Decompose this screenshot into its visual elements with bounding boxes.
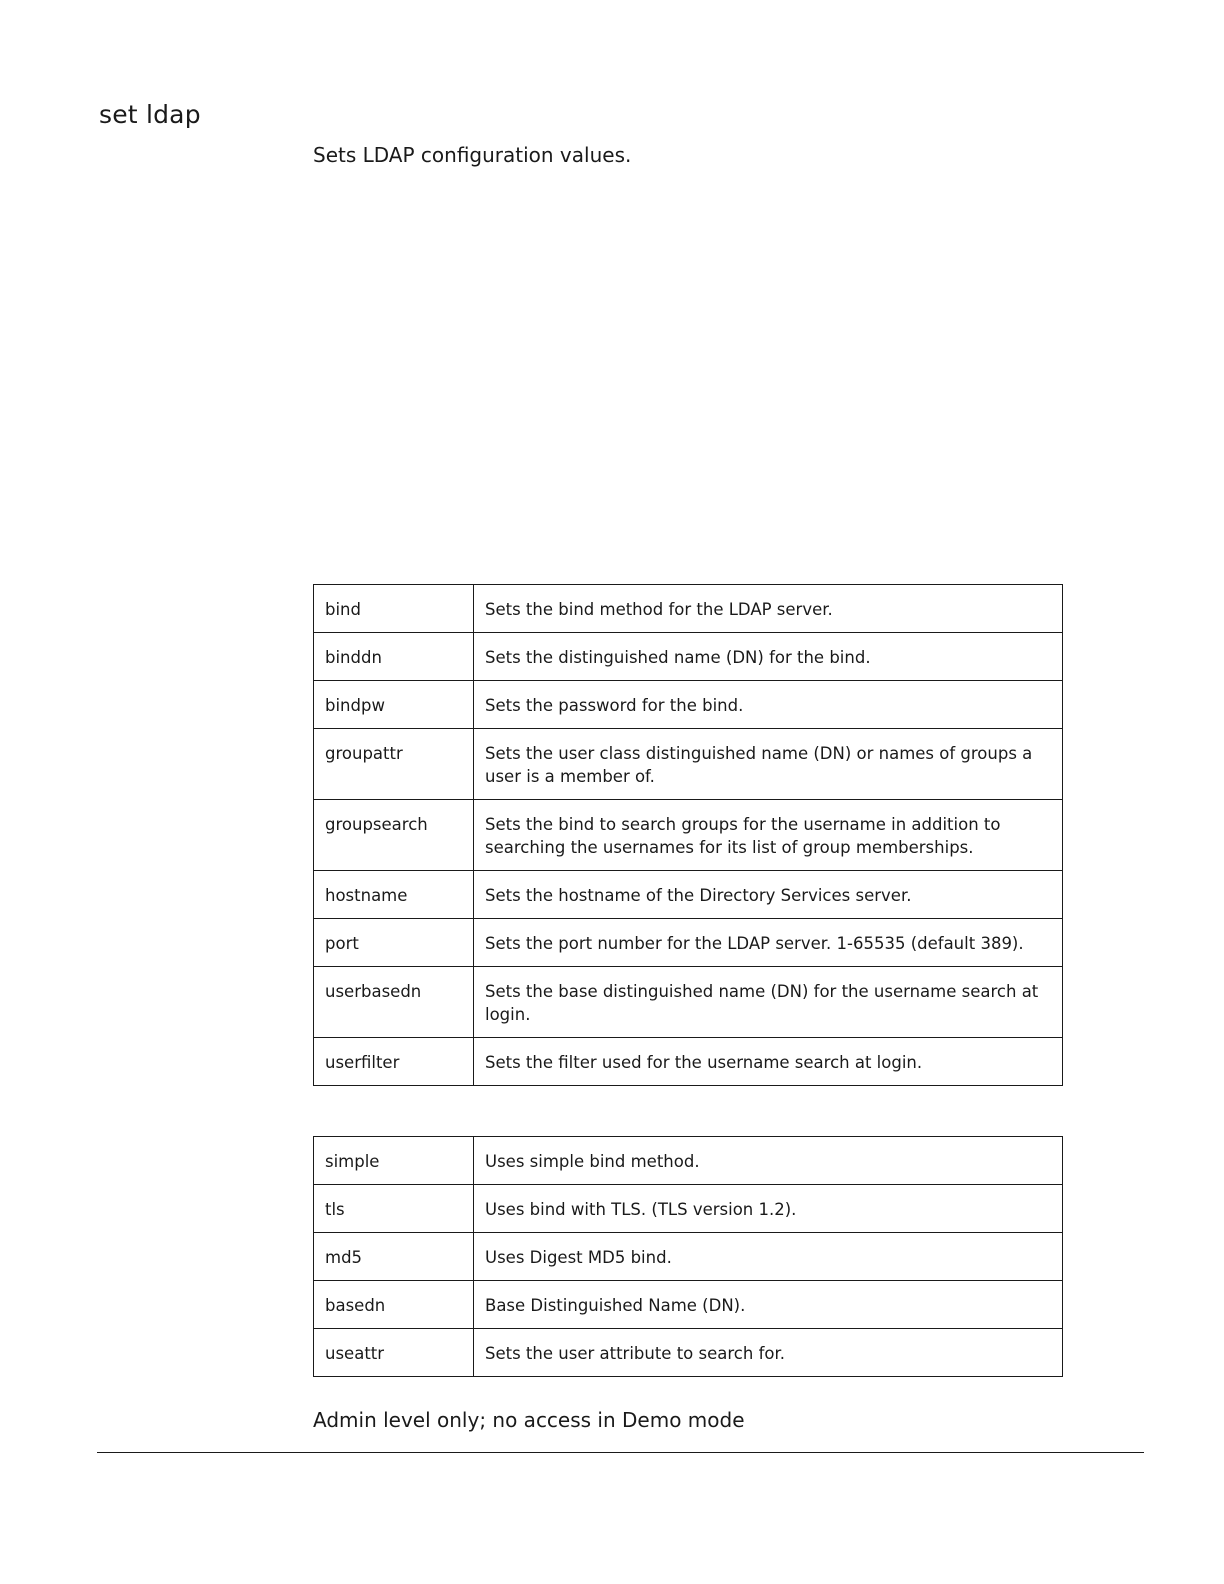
table-row <box>314 1038 1063 1086</box>
parameter-description: Sets the bind to search groups for the username in addition to searching the usernames for its list of group memberships. <box>474 800 1063 871</box>
parameter-description: Sets the hostname of the Directory Services server. <box>474 871 1063 919</box>
access-note: Admin level only; no access in Demo mode <box>313 1408 745 1432</box>
option-description: Base Distinguished Name (DN). <box>474 1281 1063 1329</box>
option-description: Uses bind with TLS. (TLS version 1.2). <box>474 1185 1063 1233</box>
parameter-description: Sets the user class distinguished name (DN) or names of groups a user is a member of. <box>474 729 1063 800</box>
option-description: Uses simple bind method. <box>474 1137 1063 1185</box>
parameter-description: Sets the port number for the LDAP server. 1-65535 (default 389). <box>474 919 1063 967</box>
table-row <box>314 1281 1063 1329</box>
parameter-name: bindpw <box>314 681 474 729</box>
table-row <box>314 967 1063 1038</box>
option-name: md5 <box>314 1233 474 1281</box>
option-name: simple <box>314 1137 474 1185</box>
option-description: Uses Digest MD5 bind. <box>474 1233 1063 1281</box>
parameter-name: binddn <box>314 633 474 681</box>
table-row <box>314 1329 1063 1377</box>
table-row <box>314 800 1063 871</box>
table-row <box>314 871 1063 919</box>
parameter-name: port <box>314 919 474 967</box>
parameter-name: hostname <box>314 871 474 919</box>
parameter-name: groupattr <box>314 729 474 800</box>
parameter-description: Sets the password for the bind. <box>474 681 1063 729</box>
parameter-name: userbasedn <box>314 967 474 1038</box>
command-title: set ldap <box>99 100 201 129</box>
table-row <box>314 919 1063 967</box>
parameter-name: groupsearch <box>314 800 474 871</box>
divider <box>97 1452 1144 1453</box>
table-row <box>314 585 1063 633</box>
bind-options-table <box>313 1136 1063 1377</box>
table-row <box>314 1185 1063 1233</box>
parameter-description: Sets the base distinguished name (DN) for the username search at login. <box>474 967 1063 1038</box>
parameters-table <box>313 584 1063 1086</box>
table-row <box>314 729 1063 800</box>
option-name: basedn <box>314 1281 474 1329</box>
table-row <box>314 681 1063 729</box>
table-row <box>314 1137 1063 1185</box>
option-description: Sets the user attribute to search for. <box>474 1329 1063 1377</box>
command-summary: Sets LDAP configuration values. <box>313 143 632 167</box>
option-name: useattr <box>314 1329 474 1377</box>
option-name: tls <box>314 1185 474 1233</box>
parameter-description: Sets the bind method for the LDAP server. <box>474 585 1063 633</box>
table-row <box>314 1233 1063 1281</box>
parameter-description: Sets the distinguished name (DN) for the bind. <box>474 633 1063 681</box>
parameter-description: Sets the filter used for the username search at login. <box>474 1038 1063 1086</box>
parameter-name: bind <box>314 585 474 633</box>
parameter-name: userfilter <box>314 1038 474 1086</box>
table-row <box>314 633 1063 681</box>
